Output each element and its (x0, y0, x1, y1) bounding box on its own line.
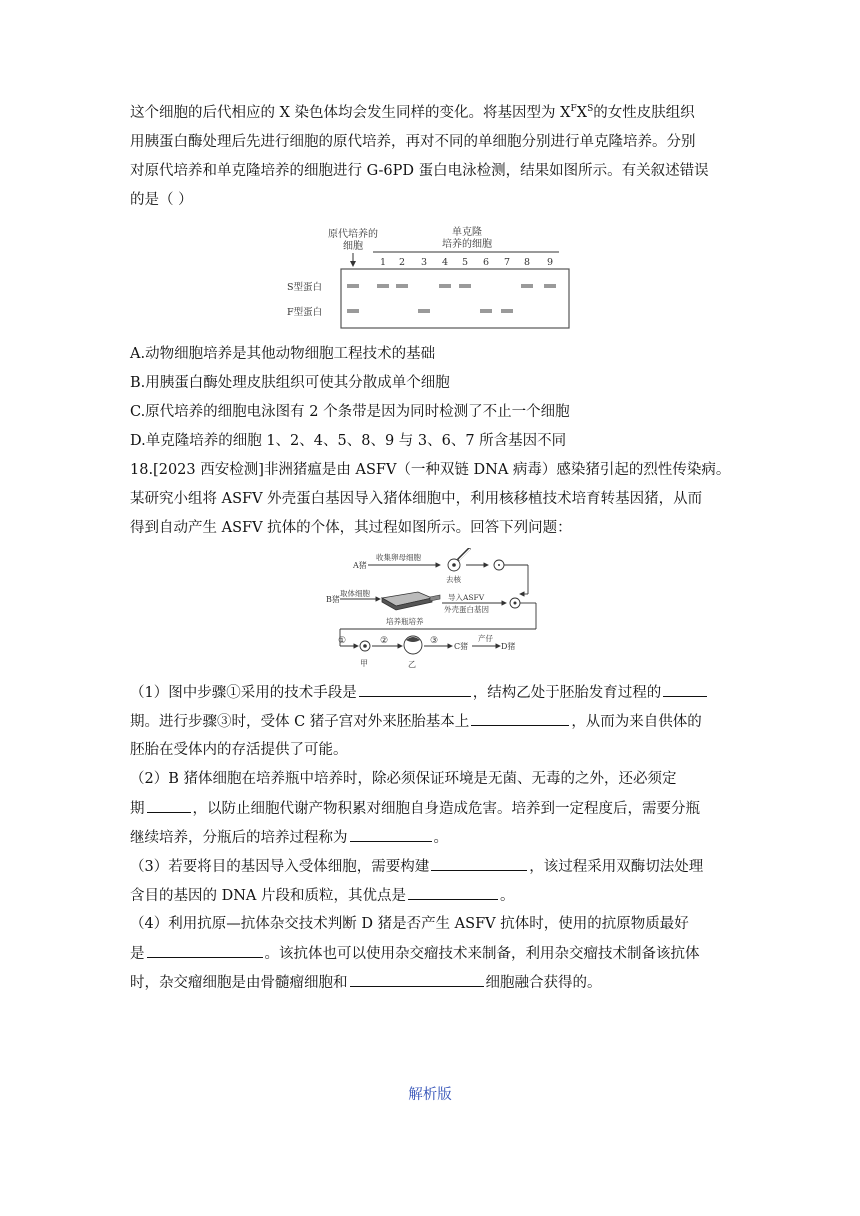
primary-label-2: 细胞 (343, 241, 363, 252)
blank-4[interactable] (147, 798, 191, 813)
q4-line-3: 时，杂交瘤细胞是由骨髓瘤细胞和 细胞融合获得的。 (130, 972, 602, 993)
q3-line-2: 含目的基因的 DNA 片段和质粒，其优点是 。 (130, 885, 515, 906)
s-band-lane-9 (544, 284, 556, 288)
q1-line-3: 胚胎在受体内的存活提供了可能。 (130, 742, 348, 758)
flow-jia: 甲 (360, 659, 368, 668)
flow-c-pig: C猪 (454, 642, 469, 651)
blank-8[interactable] (147, 943, 263, 958)
blank-6[interactable] (431, 856, 527, 871)
flow-step-3: ③ (430, 636, 439, 646)
flow-d-pig: D猪 (501, 642, 516, 651)
f-band-lane-3 (418, 309, 430, 313)
blank-1[interactable] (359, 682, 471, 697)
q2-line-1: （2）B 猪体细胞在培养瓶中培养时，除必须保证环境是无菌、无毒的之外，还必须定 (130, 771, 677, 787)
lane-label-6: 6 (482, 257, 490, 268)
intro-line-2: 用胰蛋白酶处理后先进行细胞的原代培养，再对不同的单细胞分别进行单克隆培养。分别 (130, 134, 696, 150)
row-label-s: S型蛋白 (287, 282, 323, 293)
flow-step-1: ① (338, 636, 347, 646)
lane-labels (380, 257, 553, 268)
blank-3[interactable] (471, 711, 569, 726)
intro-line-3: 对原代培养和单克隆培养的细胞进行 G-6PD 蛋白电泳检测，结果如图所示。有关叙述错误 (130, 163, 709, 179)
row-label-f: F型蛋白 (287, 307, 323, 318)
f-band-lane-7 (501, 309, 513, 313)
q2-line-2: 期 ，以防止细胞代谢产物积累对细胞自身造成危害。培养到一定程度后，需要分瓶 (130, 798, 700, 819)
blank-7[interactable] (408, 885, 498, 900)
q1-line-2: 期。进行步骤③时，受体 C 猪子宫对外来胚胎基本上 ，从而为来自供体的 (130, 711, 702, 732)
flow-import-asfv: 导入ASFV (448, 593, 485, 602)
lane-label-8: 8 (523, 257, 531, 268)
s-band-lane-4 (439, 284, 451, 288)
blank-2[interactable] (663, 682, 707, 697)
lane-label-2: 2 (398, 257, 406, 268)
f-band-lane-6 (480, 309, 492, 313)
clone-label-1: 单克隆 (452, 227, 482, 238)
blank-5[interactable] (350, 827, 432, 842)
primary-label-1: 原代培养的 (328, 229, 378, 240)
q18-line-2: 某研究小组将 ASFV 外壳蛋白基因导入猪体细胞中，利用核移植技术培育转基因猪，从而 (130, 491, 703, 507)
lane-label-7: 7 (503, 257, 511, 268)
flow-step-2: ② (380, 636, 389, 646)
s-band-lane-0 (347, 284, 359, 288)
culture-flask (382, 592, 440, 610)
flow-flask-culture: 培养瓶培养 (386, 617, 424, 626)
q4-line-2: 是 。该抗体也可以使用杂交瘤技术来制备，利用杂交瘤技术制备该抗体 (130, 943, 700, 964)
intro-line-1: 这个细胞的后代相应的 X 染色体均会发生同样的变化。将基因型为 $X^FX^S$的女性皮肤组织 (130, 104, 695, 121)
lane-label-1: 1 (379, 257, 387, 268)
flow-a-pig: A猪 (353, 561, 367, 570)
s-band-lane-2 (396, 284, 408, 288)
option-d: D.单克隆培养的细胞 1、2、4、5、8、9 与 3、6、7 所含基因不同 (130, 433, 567, 449)
lane-label-4: 4 (441, 257, 449, 268)
s-band-lane-1 (377, 284, 389, 288)
lane-label-5: 5 (461, 257, 469, 268)
flow-collect-egg: 收集卵母细胞 (376, 553, 421, 562)
lane-label-3: 3 (420, 257, 428, 268)
s-band-lane-8 (521, 284, 533, 288)
electrophoresis-figure (285, 222, 585, 332)
flow-yi: 乙 (408, 660, 416, 669)
s-band-lane-5 (459, 284, 471, 288)
q4-line-1: （4）利用抗原—抗体杂交技术判断 D 猪是否产生 ASFV 抗体时，使用的抗原物质最好 (130, 916, 689, 932)
blank-9[interactable] (350, 972, 484, 987)
blastocyst (404, 636, 422, 654)
gel-bands (347, 284, 556, 313)
primary-arrowhead (350, 261, 356, 267)
f-band-lane-0 (347, 309, 359, 313)
flow-coat-gene: 外壳蛋白基因 (444, 605, 489, 614)
clone-label-2: 培养的细胞 (442, 239, 492, 250)
option-a: A.动物细胞培养是其他动物细胞工程技术的基础 (130, 346, 436, 362)
q1-line-1: （1）图中步骤①采用的技术手段是 ，结构乙处于胚胎发育过程的 (130, 682, 709, 703)
gel-box (341, 269, 569, 328)
q3-line-1: （3）若要将目的基因导入受体细胞，需要构建 ，该过程采用双酶切法处理 (130, 856, 703, 877)
flow-b-pig: B猪 (326, 595, 340, 604)
q18-line-3: 得到自动产生 ASFV 抗体的个体，其过程如图所示。回答下列问题： (130, 520, 572, 536)
footer-label: 解析版 (408, 1087, 452, 1103)
lane-label-9: 9 (546, 257, 554, 268)
option-c: C.原代培养的细胞电泳图有 2 个条带是因为同时检测了不止一个细胞 (130, 404, 570, 420)
pipette (458, 548, 470, 560)
nuclear-transfer-diagram (320, 548, 540, 672)
flow-birth: 产仔 (478, 634, 493, 643)
flow-enucleate: 去核 (446, 575, 461, 584)
intro-line-4: 的是（ ） (130, 192, 193, 208)
option-b: B.用胰蛋白酶处理皮肤组织可使其分散成单个细胞 (130, 375, 450, 391)
flow-take-cell: 取体细胞 (340, 589, 370, 598)
q2-line-3: 继续培养，分瓶后的培养过程称为 。 (130, 827, 448, 848)
q18-line-1: 18.[2023 西安检测]非洲猪瘟是由 ASFV（一种双链 DNA 病毒）感染猪引起的烈性传染病。 (130, 462, 731, 478)
